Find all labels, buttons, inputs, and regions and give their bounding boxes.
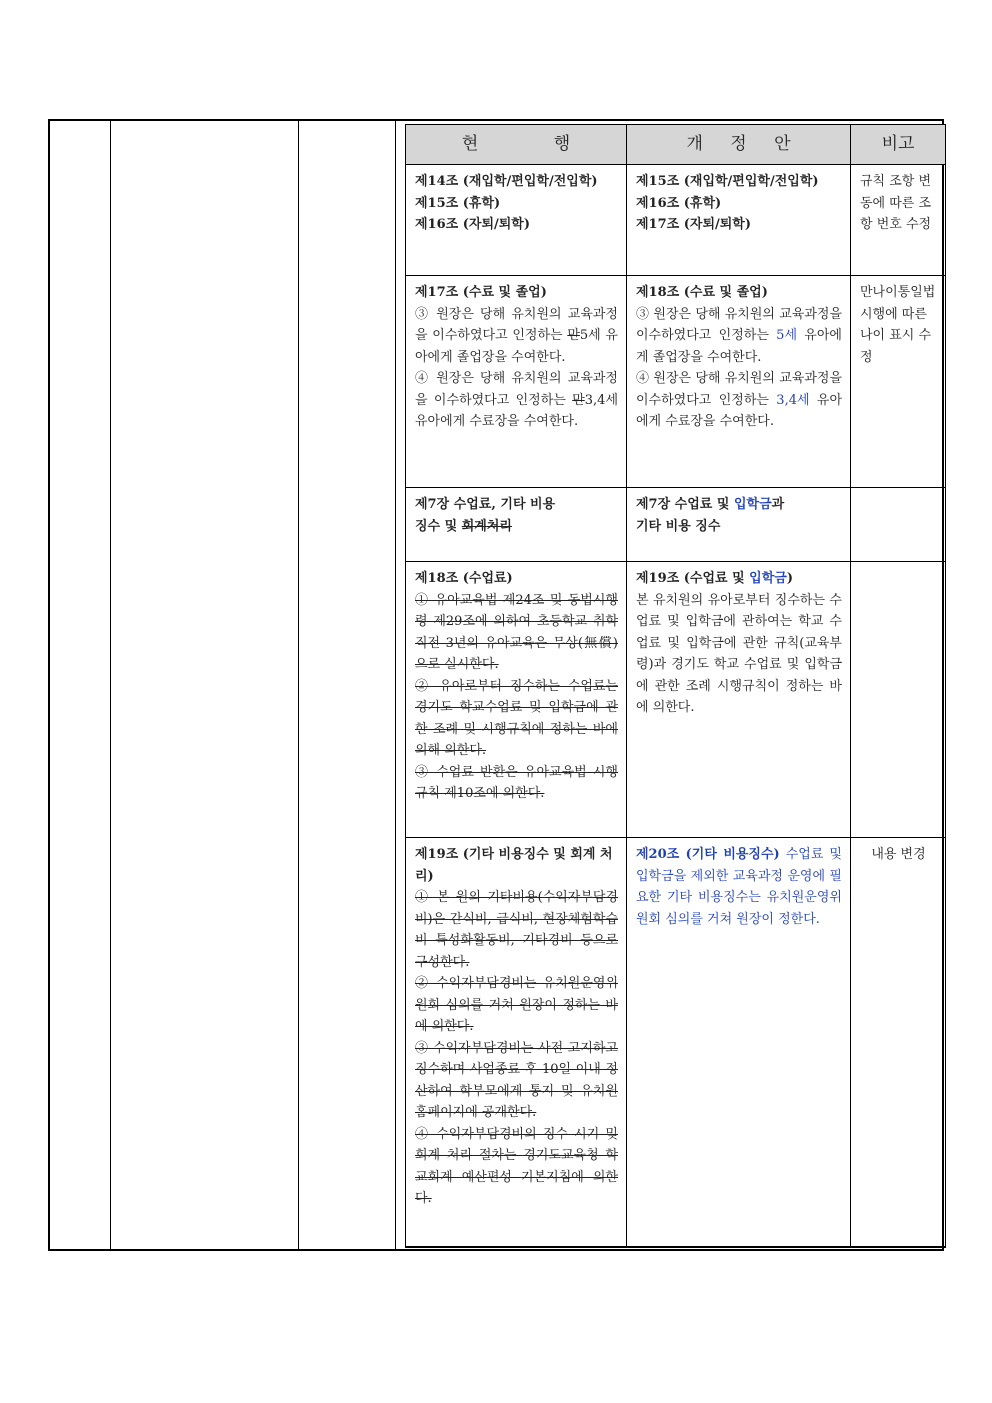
header-note: 비고 [851, 125, 946, 165]
row1-note: 규칙 조항 변동에 따른 조항 번호 수정 [851, 165, 946, 276]
row1-current [406, 165, 627, 276]
header-revised: 개 정 안 [627, 125, 851, 165]
article-title: 제19조 (기타 비용징수 및 회계 처리) [415, 847, 613, 884]
row3-current [406, 488, 627, 562]
row5-note: 내용 변경 [851, 838, 946, 1248]
row2-note: 만나이통일법 시행에 따른 나이 표시 수정 [851, 276, 946, 488]
chapter-title: 제7장 수업료, 기타 비용 [415, 497, 556, 512]
clause: ④ 수익자부담경비의 징수 시기 및 회계 처리 절차는 경기도교육청 학교회계 예산편성 기본지침에 의한다. [415, 1126, 618, 1206]
article-title: 제15조 (재입학/편입학/전입학) [636, 174, 819, 189]
column-divider-3 [395, 121, 396, 1249]
header-current: 현 행 [406, 125, 627, 165]
table-row [406, 562, 946, 838]
table-row [406, 276, 946, 488]
chapter-title: 징수 및 회계처리 [415, 518, 512, 534]
article-title: 제17조 (자퇴/퇴학) [636, 217, 752, 232]
column-divider-1 [110, 121, 111, 1249]
clause: 본 유치원의 유아로부터 징수하는 수업료 및 입학금에 관하여는 학교 수업료 및 입학금에 관한 규칙(교육부령)과 경기도 학교 수업료 및 입학금에 관한 조례 시행규칙이 정하는 바에 의한다. [636, 592, 842, 715]
clause: ③ 수익자부담경비는 사전 고지하고 징수하며 사업종료 후 10일 이내 정산하여 학부모에게 통지 및 유치원 홈페이지에 공개한다. [415, 1040, 618, 1120]
row4-current [406, 562, 627, 838]
chapter-title: 기타 비용 징수 [636, 518, 721, 534]
row3-revised [627, 488, 851, 562]
comparison-table [405, 124, 946, 1248]
clause: ④ 원장은 당해 유치원의 교육과정을 이수하였다고 인정하는 3,4세 유아에게 수료장을 수여한다. [636, 371, 842, 429]
row3-note [851, 488, 946, 562]
row5-revised [627, 838, 851, 1248]
clause: ② 수익자부담경비는 유치원운영위원회 심의를 거쳐 원장이 정하는 바에 의한다. [415, 976, 618, 1034]
article-title: 제14조 (재입학/편입학/전입학) [415, 174, 598, 189]
article-title: 제19조 (수업료 및 입학금) [636, 571, 794, 586]
row2-revised [627, 276, 851, 488]
clause: ① 본 원의 기타비용(수익자부담경비)은 간식비, 급식비, 현장체험학습비 특성화활동비, 기타경비 등으로 구성한다. [415, 890, 618, 970]
chapter-title: 제7장 수업료 및 입학금과 [636, 497, 785, 512]
clause: ③ 수업료 반환은 유아교육법 시행규칙 제10조에 의한다. [415, 764, 618, 801]
table-row [406, 838, 946, 1248]
row1-revised [627, 165, 851, 276]
row4-note [851, 562, 946, 838]
article-title: 제16조 (휴학) [636, 195, 722, 211]
row2-current [406, 276, 627, 488]
article-title: 제18조 (수업료) [415, 571, 513, 586]
clause: ① 유아교육법 제24조 및 동법시행령 제29조에 의하여 초등학교 취학 직전 3년의 유아교육은 무상(無償)으로 실시한다. [415, 592, 618, 672]
clause: ④ 원장은 당해 유치원의 교육과정을 이수하였다고 인정하는 만3,4세 유아에게 수료장을 수여한다. [415, 371, 618, 429]
header-row [406, 125, 946, 165]
article-title: 제18조 (수료 및 졸업) [636, 285, 768, 300]
article-title: 제15조 (휴학) [415, 195, 501, 211]
table-row [406, 488, 946, 562]
row4-revised [627, 562, 851, 838]
clause: 제20조 (기타 비용징수) 수업료 및 입학금을 제외한 교육과정 운영에 필요한 기타 비용징수는 유치원운영위원회 심의를 거쳐 원장이 정한다. [636, 847, 842, 927]
clause: ③ 원장은 당해 유치원의 교육과정을 이수하였다고 인정하는 만5세 유아에게 졸업장을 수여한다. [415, 306, 618, 365]
clause: ③ 원장은 당해 유치원의 교육과정을 이수하였다고 인정하는 5세 유아에게 졸업장을 수여한다. [636, 306, 842, 365]
table-row [406, 165, 946, 276]
row5-current [406, 838, 627, 1248]
article-title: 제16조 (자퇴/퇴학) [415, 217, 531, 232]
clause: ② 유아로부터 징수하는 수업료는 경기도 학교수업료 및 입학금에 관한 조례 및 시행규칙에 정하는 바에 의해 의한다. [415, 678, 618, 758]
column-divider-2 [298, 121, 299, 1249]
article-title: 제17조 (수료 및 졸업) [415, 285, 547, 300]
